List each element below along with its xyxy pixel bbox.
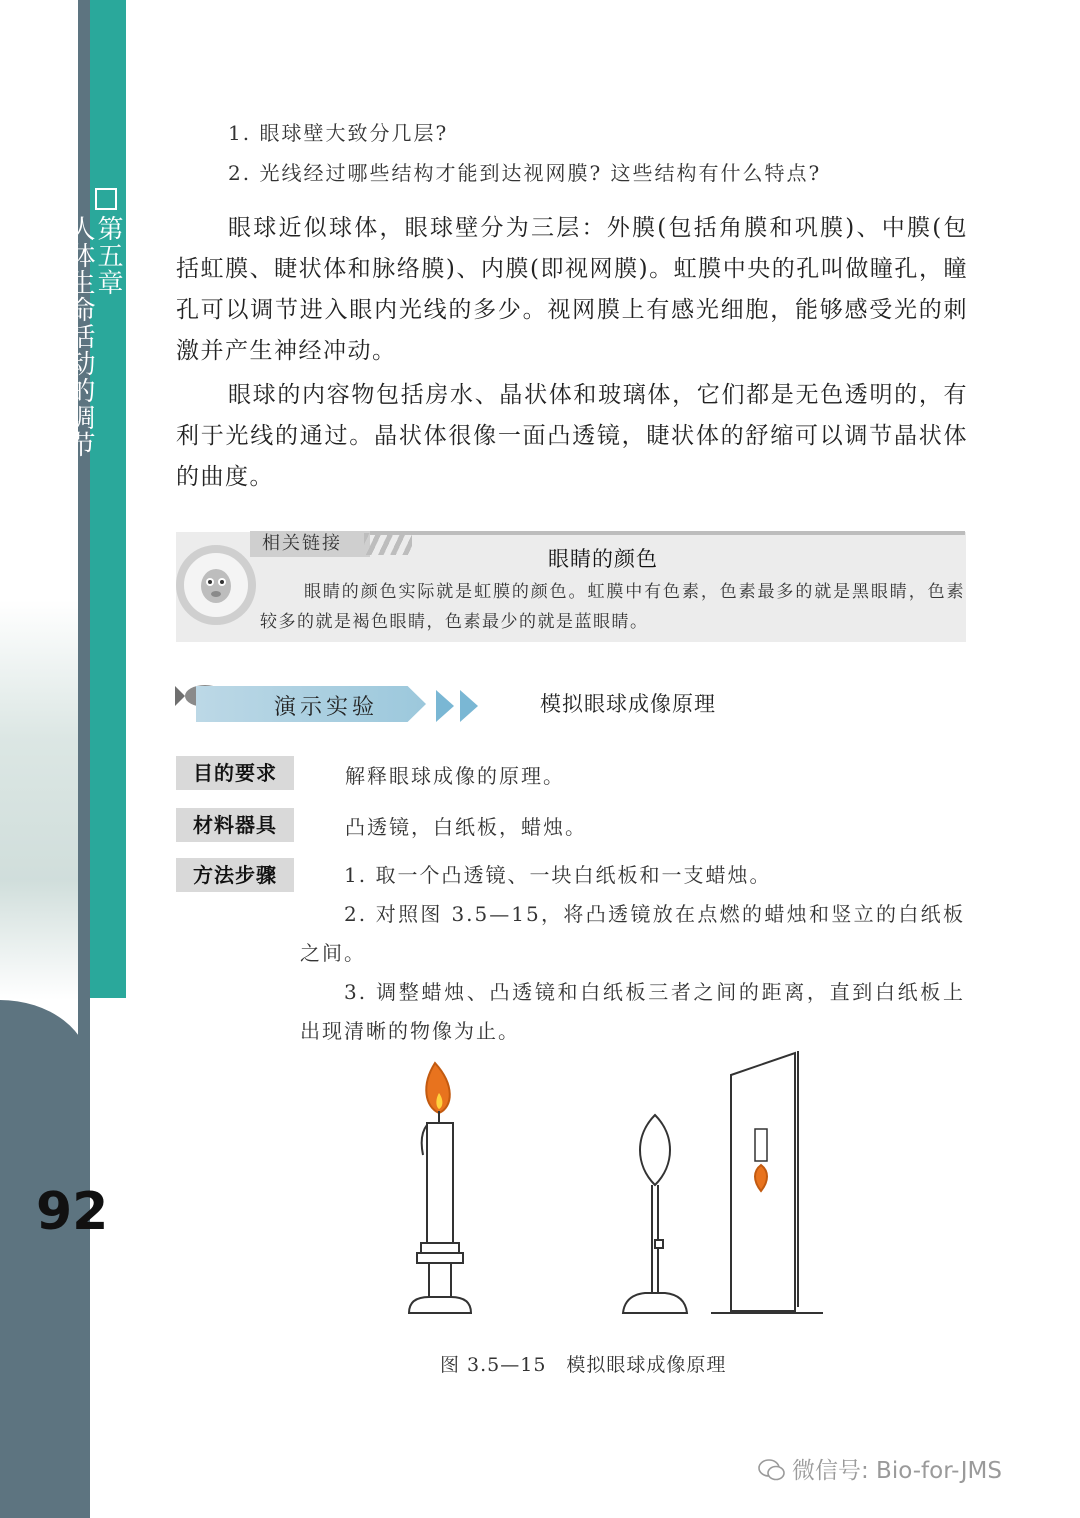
related-link-title: 眼睛的颜色 — [548, 547, 658, 571]
double-arrow-icon — [434, 688, 486, 724]
discussion-questions — [228, 113, 821, 193]
materials-text: 凸透镜，白纸板，蜡烛。 — [345, 815, 587, 839]
sidebar-bottom-panel — [0, 1000, 90, 1518]
purpose-label: 目的要求 — [176, 756, 294, 790]
lens-illustration — [623, 1115, 687, 1313]
body-paragraph: 眼球近似球体，眼球壁分为三层：外膜(包括角膜和巩膜)、中膜(包括虹膜、睫状体和脉络膜)、内膜(即视网膜)。虹膜中央的孔叫做瞳孔，瞳孔可以调节进入眼内光线的多少。视网膜上有感光细胞，能够感受光的刺激并产生神经冲动。 — [176, 215, 968, 364]
materials-label: 材料器具 — [176, 808, 294, 842]
page-number: 92 — [36, 1182, 109, 1242]
demo-banner-label: 演示实验 — [274, 695, 379, 720]
question-item: 1. 眼球壁大致分几层? — [228, 121, 449, 145]
method-label: 方法步骤 — [176, 858, 294, 892]
related-link-body: 眼睛的颜色实际就是虹膜的颜色。虹膜中有色素，色素最多的就是黑眼睛，色素较多的就是褐色眼睛，色素最少的就是蓝眼睛。 — [260, 582, 965, 632]
sidebar-landscape-image — [0, 600, 80, 1000]
chapter-title: 人体生命活动的调节 — [65, 215, 95, 458]
experiment-figure — [395, 1045, 835, 1325]
method-step: 2. 对照图 3.5—15，将凸透镜放在点燃的蜡烛和竖立的白纸板之间。 — [300, 902, 965, 965]
method-step: 3. 调整蜡烛、凸透镜和白纸板三者之间的距离，直到白纸板上出现清晰的物像为止。 — [300, 980, 965, 1043]
figure-caption: 图 3.5—15 模拟眼球成像原理 — [440, 1354, 727, 1376]
related-link-rule — [365, 531, 965, 535]
question-item: 2. 光线经过哪些结构才能到达视网膜? 这些结构有什么特点? — [228, 161, 822, 185]
body-paragraph: 眼球的内容物包括房水、晶状体和玻璃体，它们都是无色透明的，有利于光线的通过。晶状体很像一面凸透镜，睫状体的舒缩可以调节晶状体的曲度。 — [176, 382, 968, 490]
chapter-number: 第五章 — [93, 215, 123, 296]
chapter-marker-square — [95, 188, 117, 210]
watermark-text: 微信号: Bio-for-JMS — [792, 1458, 1002, 1484]
watermark — [758, 1452, 1002, 1485]
candle-illustration — [409, 1063, 471, 1313]
method-step: 1. 取一个凸透镜、一块白纸板和一支蜡烛。 — [344, 863, 772, 887]
chapter-sidebar — [90, 0, 126, 998]
related-link-tab: 相关链接 — [250, 531, 370, 557]
wechat-icon — [758, 1458, 786, 1482]
purpose-text: 解释眼球成像的原理。 — [345, 764, 565, 788]
mascot-icon — [196, 562, 236, 608]
chapter-heading — [65, 215, 123, 458]
related-link-stripes — [364, 533, 412, 555]
demo-title: 模拟眼球成像原理 — [540, 692, 716, 716]
screen-illustration — [711, 1051, 823, 1313]
